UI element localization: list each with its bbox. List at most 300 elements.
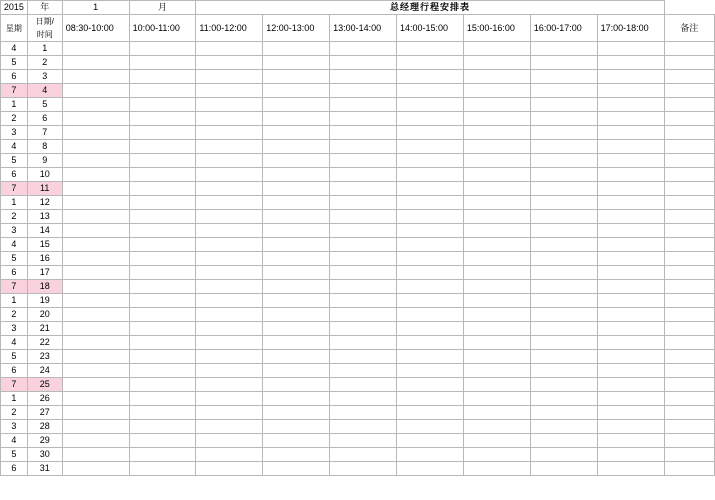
schedule-entry-cell[interactable] bbox=[263, 112, 330, 126]
schedule-entry-cell[interactable] bbox=[129, 420, 196, 434]
schedule-entry-cell[interactable] bbox=[597, 112, 664, 126]
schedule-entry-cell[interactable] bbox=[62, 364, 129, 378]
schedule-entry-cell[interactable] bbox=[263, 126, 330, 140]
schedule-entry-cell[interactable] bbox=[597, 98, 664, 112]
schedule-entry-cell[interactable] bbox=[397, 154, 464, 168]
schedule-entry-cell[interactable] bbox=[397, 448, 464, 462]
schedule-entry-cell[interactable] bbox=[196, 56, 263, 70]
schedule-entry-cell[interactable] bbox=[330, 336, 397, 350]
note-cell[interactable] bbox=[664, 350, 714, 364]
schedule-entry-cell[interactable] bbox=[196, 84, 263, 98]
schedule-entry-cell[interactable] bbox=[463, 112, 530, 126]
schedule-entry-cell[interactable] bbox=[597, 378, 664, 392]
schedule-entry-cell[interactable] bbox=[597, 238, 664, 252]
schedule-entry-cell[interactable] bbox=[397, 70, 464, 84]
schedule-entry-cell[interactable] bbox=[397, 210, 464, 224]
note-cell[interactable] bbox=[664, 378, 714, 392]
schedule-entry-cell[interactable] bbox=[62, 420, 129, 434]
schedule-entry-cell[interactable] bbox=[263, 42, 330, 56]
schedule-entry-cell[interactable] bbox=[530, 364, 597, 378]
schedule-entry-cell[interactable] bbox=[196, 350, 263, 364]
schedule-entry-cell[interactable] bbox=[129, 378, 196, 392]
note-cell[interactable] bbox=[664, 294, 714, 308]
schedule-entry-cell[interactable] bbox=[62, 392, 129, 406]
schedule-entry-cell[interactable] bbox=[196, 266, 263, 280]
schedule-entry-cell[interactable] bbox=[263, 294, 330, 308]
schedule-entry-cell[interactable] bbox=[196, 154, 263, 168]
schedule-entry-cell[interactable] bbox=[330, 182, 397, 196]
schedule-entry-cell[interactable] bbox=[530, 98, 597, 112]
note-cell[interactable] bbox=[664, 140, 714, 154]
schedule-entry-cell[interactable] bbox=[530, 70, 597, 84]
schedule-entry-cell[interactable] bbox=[463, 42, 530, 56]
schedule-entry-cell[interactable] bbox=[463, 196, 530, 210]
schedule-entry-cell[interactable] bbox=[129, 56, 196, 70]
schedule-entry-cell[interactable] bbox=[530, 182, 597, 196]
schedule-entry-cell[interactable] bbox=[463, 266, 530, 280]
schedule-entry-cell[interactable] bbox=[463, 238, 530, 252]
schedule-entry-cell[interactable] bbox=[330, 154, 397, 168]
schedule-entry-cell[interactable] bbox=[196, 238, 263, 252]
schedule-entry-cell[interactable] bbox=[397, 168, 464, 182]
schedule-entry-cell[interactable] bbox=[397, 280, 464, 294]
schedule-entry-cell[interactable] bbox=[196, 322, 263, 336]
schedule-entry-cell[interactable] bbox=[62, 154, 129, 168]
schedule-entry-cell[interactable] bbox=[330, 462, 397, 476]
schedule-entry-cell[interactable] bbox=[196, 462, 263, 476]
schedule-entry-cell[interactable] bbox=[463, 322, 530, 336]
schedule-entry-cell[interactable] bbox=[263, 84, 330, 98]
schedule-entry-cell[interactable] bbox=[397, 126, 464, 140]
schedule-entry-cell[interactable] bbox=[397, 224, 464, 238]
schedule-entry-cell[interactable] bbox=[530, 294, 597, 308]
schedule-entry-cell[interactable] bbox=[397, 378, 464, 392]
schedule-entry-cell[interactable] bbox=[530, 280, 597, 294]
schedule-entry-cell[interactable] bbox=[62, 462, 129, 476]
schedule-entry-cell[interactable] bbox=[330, 210, 397, 224]
schedule-entry-cell[interactable] bbox=[463, 434, 530, 448]
schedule-entry-cell[interactable] bbox=[62, 406, 129, 420]
schedule-entry-cell[interactable] bbox=[129, 140, 196, 154]
schedule-entry-cell[interactable] bbox=[530, 42, 597, 56]
schedule-entry-cell[interactable] bbox=[62, 168, 129, 182]
schedule-entry-cell[interactable] bbox=[597, 406, 664, 420]
schedule-entry-cell[interactable] bbox=[463, 406, 530, 420]
schedule-entry-cell[interactable] bbox=[62, 210, 129, 224]
note-cell[interactable] bbox=[664, 252, 714, 266]
schedule-entry-cell[interactable] bbox=[62, 56, 129, 70]
note-cell[interactable] bbox=[664, 308, 714, 322]
schedule-entry-cell[interactable] bbox=[129, 364, 196, 378]
note-cell[interactable] bbox=[664, 112, 714, 126]
schedule-entry-cell[interactable] bbox=[196, 280, 263, 294]
schedule-entry-cell[interactable] bbox=[330, 392, 397, 406]
note-cell[interactable] bbox=[664, 322, 714, 336]
schedule-entry-cell[interactable] bbox=[62, 98, 129, 112]
schedule-entry-cell[interactable] bbox=[530, 420, 597, 434]
schedule-entry-cell[interactable] bbox=[330, 406, 397, 420]
schedule-entry-cell[interactable] bbox=[397, 56, 464, 70]
note-cell[interactable] bbox=[664, 224, 714, 238]
schedule-entry-cell[interactable] bbox=[263, 56, 330, 70]
schedule-entry-cell[interactable] bbox=[530, 168, 597, 182]
note-cell[interactable] bbox=[664, 364, 714, 378]
schedule-entry-cell[interactable] bbox=[263, 378, 330, 392]
schedule-entry-cell[interactable] bbox=[263, 70, 330, 84]
schedule-entry-cell[interactable] bbox=[330, 56, 397, 70]
schedule-entry-cell[interactable] bbox=[196, 378, 263, 392]
schedule-entry-cell[interactable] bbox=[263, 210, 330, 224]
schedule-entry-cell[interactable] bbox=[129, 238, 196, 252]
schedule-entry-cell[interactable] bbox=[330, 140, 397, 154]
schedule-entry-cell[interactable] bbox=[463, 154, 530, 168]
schedule-entry-cell[interactable] bbox=[196, 112, 263, 126]
schedule-entry-cell[interactable] bbox=[263, 448, 330, 462]
note-cell[interactable] bbox=[664, 98, 714, 112]
schedule-entry-cell[interactable] bbox=[62, 294, 129, 308]
schedule-entry-cell[interactable] bbox=[463, 224, 530, 238]
schedule-entry-cell[interactable] bbox=[463, 84, 530, 98]
schedule-entry-cell[interactable] bbox=[397, 84, 464, 98]
schedule-entry-cell[interactable] bbox=[597, 252, 664, 266]
schedule-entry-cell[interactable] bbox=[597, 154, 664, 168]
schedule-entry-cell[interactable] bbox=[330, 350, 397, 364]
schedule-entry-cell[interactable] bbox=[530, 56, 597, 70]
schedule-entry-cell[interactable] bbox=[62, 84, 129, 98]
schedule-entry-cell[interactable] bbox=[196, 126, 263, 140]
schedule-entry-cell[interactable] bbox=[397, 322, 464, 336]
schedule-entry-cell[interactable] bbox=[530, 252, 597, 266]
schedule-entry-cell[interactable] bbox=[463, 350, 530, 364]
schedule-entry-cell[interactable] bbox=[196, 70, 263, 84]
schedule-entry-cell[interactable] bbox=[530, 378, 597, 392]
schedule-entry-cell[interactable] bbox=[196, 448, 263, 462]
note-cell[interactable] bbox=[664, 238, 714, 252]
schedule-entry-cell[interactable] bbox=[263, 280, 330, 294]
schedule-entry-cell[interactable] bbox=[330, 266, 397, 280]
schedule-entry-cell[interactable] bbox=[530, 308, 597, 322]
schedule-entry-cell[interactable] bbox=[129, 392, 196, 406]
note-cell[interactable] bbox=[664, 196, 714, 210]
schedule-entry-cell[interactable] bbox=[530, 434, 597, 448]
schedule-entry-cell[interactable] bbox=[196, 252, 263, 266]
schedule-entry-cell[interactable] bbox=[597, 350, 664, 364]
schedule-entry-cell[interactable] bbox=[330, 126, 397, 140]
schedule-entry-cell[interactable] bbox=[263, 266, 330, 280]
schedule-entry-cell[interactable] bbox=[397, 182, 464, 196]
schedule-entry-cell[interactable] bbox=[330, 280, 397, 294]
schedule-entry-cell[interactable] bbox=[263, 364, 330, 378]
schedule-entry-cell[interactable] bbox=[397, 364, 464, 378]
schedule-entry-cell[interactable] bbox=[263, 182, 330, 196]
schedule-entry-cell[interactable] bbox=[597, 462, 664, 476]
schedule-entry-cell[interactable] bbox=[62, 112, 129, 126]
schedule-entry-cell[interactable] bbox=[530, 406, 597, 420]
note-cell[interactable] bbox=[664, 56, 714, 70]
note-cell[interactable] bbox=[664, 462, 714, 476]
schedule-entry-cell[interactable] bbox=[397, 238, 464, 252]
schedule-entry-cell[interactable] bbox=[463, 126, 530, 140]
schedule-entry-cell[interactable] bbox=[530, 238, 597, 252]
schedule-entry-cell[interactable] bbox=[129, 126, 196, 140]
note-cell[interactable] bbox=[664, 126, 714, 140]
schedule-entry-cell[interactable] bbox=[129, 112, 196, 126]
schedule-entry-cell[interactable] bbox=[597, 196, 664, 210]
schedule-entry-cell[interactable] bbox=[129, 448, 196, 462]
schedule-entry-cell[interactable] bbox=[62, 434, 129, 448]
schedule-entry-cell[interactable] bbox=[530, 84, 597, 98]
schedule-entry-cell[interactable] bbox=[530, 322, 597, 336]
schedule-entry-cell[interactable] bbox=[196, 434, 263, 448]
note-cell[interactable] bbox=[664, 448, 714, 462]
schedule-entry-cell[interactable] bbox=[597, 434, 664, 448]
schedule-entry-cell[interactable] bbox=[397, 42, 464, 56]
schedule-entry-cell[interactable] bbox=[263, 98, 330, 112]
schedule-entry-cell[interactable] bbox=[62, 252, 129, 266]
schedule-entry-cell[interactable] bbox=[330, 84, 397, 98]
schedule-entry-cell[interactable] bbox=[597, 308, 664, 322]
schedule-entry-cell[interactable] bbox=[62, 140, 129, 154]
schedule-entry-cell[interactable] bbox=[597, 266, 664, 280]
schedule-entry-cell[interactable] bbox=[330, 42, 397, 56]
schedule-entry-cell[interactable] bbox=[129, 42, 196, 56]
schedule-entry-cell[interactable] bbox=[397, 112, 464, 126]
schedule-entry-cell[interactable] bbox=[129, 84, 196, 98]
schedule-entry-cell[interactable] bbox=[129, 350, 196, 364]
schedule-entry-cell[interactable] bbox=[330, 196, 397, 210]
schedule-entry-cell[interactable] bbox=[263, 434, 330, 448]
schedule-entry-cell[interactable] bbox=[263, 350, 330, 364]
schedule-entry-cell[interactable] bbox=[263, 224, 330, 238]
schedule-entry-cell[interactable] bbox=[62, 448, 129, 462]
schedule-entry-cell[interactable] bbox=[463, 308, 530, 322]
schedule-entry-cell[interactable] bbox=[397, 350, 464, 364]
schedule-entry-cell[interactable] bbox=[597, 140, 664, 154]
schedule-entry-cell[interactable] bbox=[397, 98, 464, 112]
schedule-entry-cell[interactable] bbox=[62, 238, 129, 252]
schedule-entry-cell[interactable] bbox=[597, 294, 664, 308]
note-cell[interactable] bbox=[664, 392, 714, 406]
schedule-entry-cell[interactable] bbox=[129, 280, 196, 294]
schedule-entry-cell[interactable] bbox=[263, 392, 330, 406]
schedule-entry-cell[interactable] bbox=[129, 182, 196, 196]
schedule-entry-cell[interactable] bbox=[397, 406, 464, 420]
schedule-entry-cell[interactable] bbox=[263, 238, 330, 252]
schedule-entry-cell[interactable] bbox=[196, 210, 263, 224]
schedule-entry-cell[interactable] bbox=[463, 280, 530, 294]
schedule-entry-cell[interactable] bbox=[129, 294, 196, 308]
schedule-entry-cell[interactable] bbox=[397, 420, 464, 434]
schedule-entry-cell[interactable] bbox=[597, 56, 664, 70]
schedule-entry-cell[interactable] bbox=[330, 70, 397, 84]
schedule-entry-cell[interactable] bbox=[129, 70, 196, 84]
year-value[interactable]: 2015 bbox=[1, 1, 28, 15]
schedule-entry-cell[interactable] bbox=[62, 280, 129, 294]
note-cell[interactable] bbox=[664, 280, 714, 294]
schedule-entry-cell[interactable] bbox=[62, 42, 129, 56]
schedule-entry-cell[interactable] bbox=[62, 196, 129, 210]
schedule-entry-cell[interactable] bbox=[330, 364, 397, 378]
note-cell[interactable] bbox=[664, 42, 714, 56]
schedule-entry-cell[interactable] bbox=[397, 252, 464, 266]
schedule-entry-cell[interactable] bbox=[597, 70, 664, 84]
schedule-entry-cell[interactable] bbox=[530, 140, 597, 154]
schedule-entry-cell[interactable] bbox=[530, 126, 597, 140]
schedule-entry-cell[interactable] bbox=[129, 336, 196, 350]
schedule-entry-cell[interactable] bbox=[397, 308, 464, 322]
schedule-entry-cell[interactable] bbox=[530, 350, 597, 364]
schedule-entry-cell[interactable] bbox=[330, 434, 397, 448]
schedule-entry-cell[interactable] bbox=[330, 448, 397, 462]
schedule-entry-cell[interactable] bbox=[129, 434, 196, 448]
schedule-entry-cell[interactable] bbox=[463, 168, 530, 182]
schedule-entry-cell[interactable] bbox=[129, 224, 196, 238]
schedule-entry-cell[interactable] bbox=[263, 154, 330, 168]
schedule-entry-cell[interactable] bbox=[597, 364, 664, 378]
note-cell[interactable] bbox=[664, 336, 714, 350]
schedule-entry-cell[interactable] bbox=[530, 462, 597, 476]
schedule-entry-cell[interactable] bbox=[597, 42, 664, 56]
schedule-entry-cell[interactable] bbox=[597, 448, 664, 462]
schedule-entry-cell[interactable] bbox=[597, 126, 664, 140]
schedule-entry-cell[interactable] bbox=[129, 322, 196, 336]
note-cell[interactable] bbox=[664, 210, 714, 224]
schedule-entry-cell[interactable] bbox=[463, 378, 530, 392]
schedule-entry-cell[interactable] bbox=[463, 420, 530, 434]
schedule-entry-cell[interactable] bbox=[129, 210, 196, 224]
schedule-entry-cell[interactable] bbox=[62, 336, 129, 350]
schedule-entry-cell[interactable] bbox=[129, 98, 196, 112]
schedule-entry-cell[interactable] bbox=[397, 336, 464, 350]
schedule-entry-cell[interactable] bbox=[330, 224, 397, 238]
schedule-entry-cell[interactable] bbox=[463, 462, 530, 476]
schedule-entry-cell[interactable] bbox=[129, 462, 196, 476]
schedule-entry-cell[interactable] bbox=[330, 294, 397, 308]
schedule-entry-cell[interactable] bbox=[463, 448, 530, 462]
schedule-entry-cell[interactable] bbox=[597, 84, 664, 98]
schedule-entry-cell[interactable] bbox=[129, 252, 196, 266]
schedule-entry-cell[interactable] bbox=[530, 224, 597, 238]
schedule-entry-cell[interactable] bbox=[330, 168, 397, 182]
schedule-entry-cell[interactable] bbox=[196, 336, 263, 350]
schedule-entry-cell[interactable] bbox=[129, 406, 196, 420]
schedule-entry-cell[interactable] bbox=[330, 238, 397, 252]
schedule-entry-cell[interactable] bbox=[129, 154, 196, 168]
schedule-entry-cell[interactable] bbox=[597, 168, 664, 182]
schedule-entry-cell[interactable] bbox=[62, 70, 129, 84]
schedule-entry-cell[interactable] bbox=[530, 196, 597, 210]
schedule-entry-cell[interactable] bbox=[530, 112, 597, 126]
note-cell[interactable] bbox=[664, 70, 714, 84]
schedule-entry-cell[interactable] bbox=[196, 308, 263, 322]
schedule-entry-cell[interactable] bbox=[330, 322, 397, 336]
schedule-entry-cell[interactable] bbox=[196, 98, 263, 112]
schedule-entry-cell[interactable] bbox=[62, 308, 129, 322]
schedule-entry-cell[interactable] bbox=[263, 322, 330, 336]
schedule-entry-cell[interactable] bbox=[463, 182, 530, 196]
schedule-entry-cell[interactable] bbox=[196, 42, 263, 56]
schedule-entry-cell[interactable] bbox=[263, 308, 330, 322]
schedule-entry-cell[interactable] bbox=[196, 196, 263, 210]
schedule-entry-cell[interactable] bbox=[397, 266, 464, 280]
schedule-entry-cell[interactable] bbox=[330, 112, 397, 126]
schedule-entry-cell[interactable] bbox=[530, 210, 597, 224]
schedule-entry-cell[interactable] bbox=[597, 420, 664, 434]
schedule-entry-cell[interactable] bbox=[330, 420, 397, 434]
schedule-entry-cell[interactable] bbox=[530, 266, 597, 280]
schedule-entry-cell[interactable] bbox=[263, 140, 330, 154]
month-value[interactable]: 1 bbox=[62, 1, 129, 15]
schedule-entry-cell[interactable] bbox=[62, 378, 129, 392]
schedule-entry-cell[interactable] bbox=[397, 392, 464, 406]
schedule-entry-cell[interactable] bbox=[463, 294, 530, 308]
schedule-entry-cell[interactable] bbox=[597, 210, 664, 224]
schedule-entry-cell[interactable] bbox=[62, 350, 129, 364]
note-cell[interactable] bbox=[664, 182, 714, 196]
note-cell[interactable] bbox=[664, 406, 714, 420]
schedule-entry-cell[interactable] bbox=[129, 196, 196, 210]
schedule-entry-cell[interactable] bbox=[196, 420, 263, 434]
schedule-entry-cell[interactable] bbox=[597, 322, 664, 336]
schedule-entry-cell[interactable] bbox=[463, 140, 530, 154]
schedule-entry-cell[interactable] bbox=[263, 168, 330, 182]
schedule-entry-cell[interactable] bbox=[397, 196, 464, 210]
schedule-entry-cell[interactable] bbox=[530, 448, 597, 462]
schedule-entry-cell[interactable] bbox=[330, 98, 397, 112]
schedule-entry-cell[interactable] bbox=[397, 294, 464, 308]
schedule-entry-cell[interactable] bbox=[62, 182, 129, 196]
schedule-entry-cell[interactable] bbox=[62, 224, 129, 238]
schedule-entry-cell[interactable] bbox=[597, 336, 664, 350]
schedule-entry-cell[interactable] bbox=[196, 168, 263, 182]
schedule-entry-cell[interactable] bbox=[62, 126, 129, 140]
note-cell[interactable] bbox=[664, 168, 714, 182]
schedule-entry-cell[interactable] bbox=[530, 154, 597, 168]
schedule-entry-cell[interactable] bbox=[196, 364, 263, 378]
schedule-entry-cell[interactable] bbox=[463, 98, 530, 112]
note-cell[interactable] bbox=[664, 420, 714, 434]
schedule-entry-cell[interactable] bbox=[463, 336, 530, 350]
schedule-entry-cell[interactable] bbox=[196, 294, 263, 308]
schedule-entry-cell[interactable] bbox=[597, 392, 664, 406]
schedule-entry-cell[interactable] bbox=[263, 196, 330, 210]
schedule-entry-cell[interactable] bbox=[397, 140, 464, 154]
note-cell[interactable] bbox=[664, 84, 714, 98]
schedule-entry-cell[interactable] bbox=[463, 56, 530, 70]
schedule-entry-cell[interactable] bbox=[463, 210, 530, 224]
schedule-entry-cell[interactable] bbox=[129, 266, 196, 280]
schedule-entry-cell[interactable] bbox=[463, 392, 530, 406]
schedule-entry-cell[interactable] bbox=[263, 252, 330, 266]
schedule-entry-cell[interactable] bbox=[530, 336, 597, 350]
schedule-entry-cell[interactable] bbox=[263, 336, 330, 350]
schedule-entry-cell[interactable] bbox=[463, 252, 530, 266]
schedule-entry-cell[interactable] bbox=[330, 308, 397, 322]
schedule-entry-cell[interactable] bbox=[263, 406, 330, 420]
schedule-entry-cell[interactable] bbox=[196, 182, 263, 196]
schedule-entry-cell[interactable] bbox=[196, 140, 263, 154]
note-cell[interactable] bbox=[664, 266, 714, 280]
schedule-entry-cell[interactable] bbox=[62, 322, 129, 336]
schedule-entry-cell[interactable] bbox=[463, 364, 530, 378]
schedule-entry-cell[interactable] bbox=[129, 168, 196, 182]
schedule-entry-cell[interactable] bbox=[129, 308, 196, 322]
note-cell[interactable] bbox=[664, 154, 714, 168]
schedule-entry-cell[interactable] bbox=[62, 266, 129, 280]
schedule-entry-cell[interactable] bbox=[463, 70, 530, 84]
schedule-entry-cell[interactable] bbox=[597, 182, 664, 196]
note-cell[interactable] bbox=[664, 434, 714, 448]
